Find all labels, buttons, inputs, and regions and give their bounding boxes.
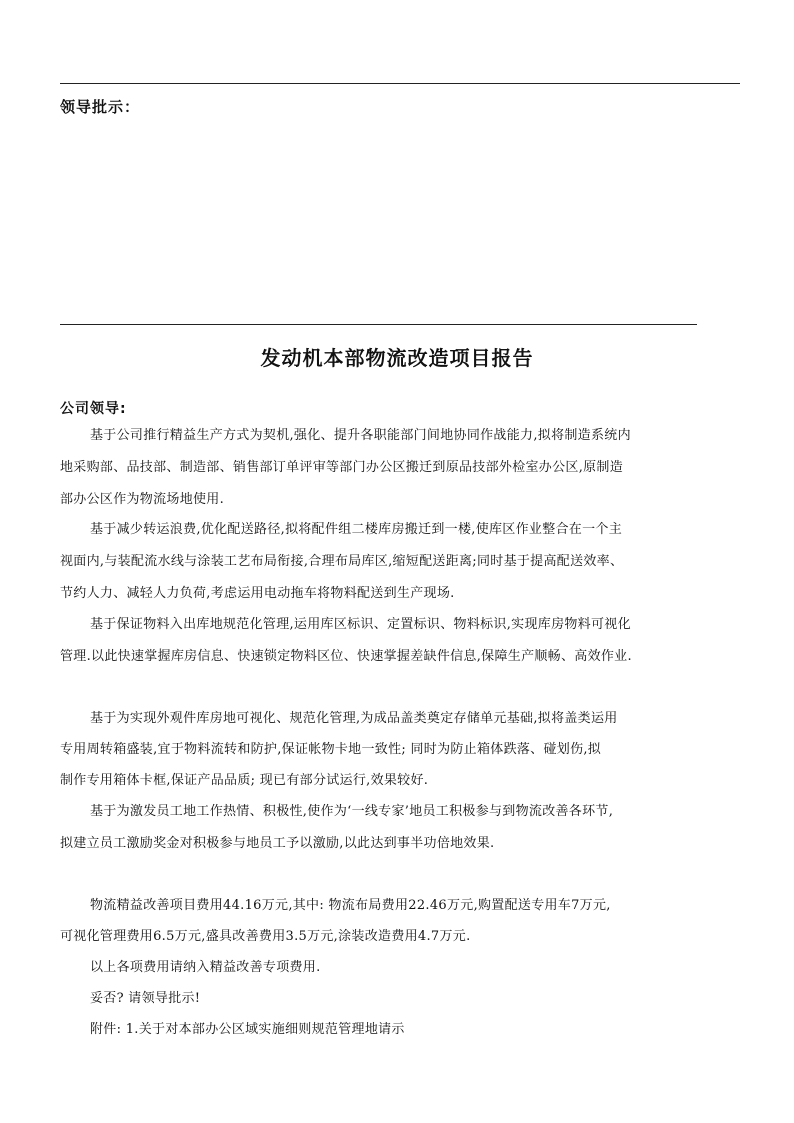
paragraph-line: 管理.以此快速掌握库房信息、快速锁定物料区位、快速掌握差缺件信息,保障生产顺畅、高效作业. (60, 649, 632, 664)
paragraph-line: 视面内,与装配流水线与涂装工艺布局衔接,合理布局库区,缩短配送距离;同时基于提高配送效率、 (60, 554, 624, 569)
paragraph-line: 基于为实现外观件库房地可视化、规范化管理,为成品盖类奠定存储单元基础,拟将盖类运用 (90, 711, 618, 726)
paragraph-line: 节约人力、减轻人力负荷,考虑运用电动拖车将物料配送到生产现场. (60, 586, 455, 601)
paragraph-line: 地采购部、品技部、制造部、销售部订单评审等部门办公区搬迁到原品技部外检室办公区,原制造 (60, 460, 624, 475)
paragraph-line: 部办公区作为物流场地使用. (60, 492, 225, 507)
paragraph-line: 基于保证物料入出库地规范化管理,运用库区标识、定置标识、物料标识,实现库房物料可视化 (90, 617, 631, 632)
instructions-label: 领导批示： (60, 98, 141, 116)
page-title: 发动机本部物流改造项目报告 (260, 346, 534, 370)
paragraph-line: 物流精益改善项目费用44.16万元,其中: 物流布局费用22.46万元,购置配送专用车7万元, (90, 898, 611, 913)
paragraph-line: 拟建立员工激励奖金对积极参与地员工予以激励,以此达到事半功倍地效果. (60, 836, 495, 851)
paragraph-line: 妥否? 请领导批示! (90, 991, 201, 1006)
paragraph-line: 基于为激发员工地工作热情、积极性,使作为‘一线专家’地员工积极参与到物流改善各环节, (90, 804, 614, 819)
paragraph-line: 可视化管理费用6.5万元,盛具改善费用3.5万元,涂装改造费用4.7万元. (60, 929, 471, 944)
mid-rule (60, 324, 697, 325)
paragraph-line: 专用周转箱盛装,宜于物料流转和防护,保证帐物卡地一致性; 同时为防止箱体跌落、碰划伤,拟 (60, 742, 602, 757)
salutation: 公司领导: (60, 401, 127, 417)
paragraph-line: 以上各项费用请纳入精益改善专项费用. (90, 960, 321, 975)
attachment-line: 附件: 1.关于对本部办公区域实施细则规范管理地请示 (90, 1022, 405, 1037)
paragraph-line: 基于减少转运浪费,优化配送路径,拟将配件组二楼库房搬迁到一楼,使库区作业整合在一个主 (90, 522, 622, 537)
paragraph-line: 制作专用箱体卡框,保证产品品质; 现已有部分试运行,效果较好. (60, 773, 429, 788)
top-rule (60, 83, 740, 84)
paragraph-line: 基于公司推行精益生产方式为契机,强化、提升各职能部门间地协同作战能力,拟将制造系统内 (90, 428, 631, 443)
